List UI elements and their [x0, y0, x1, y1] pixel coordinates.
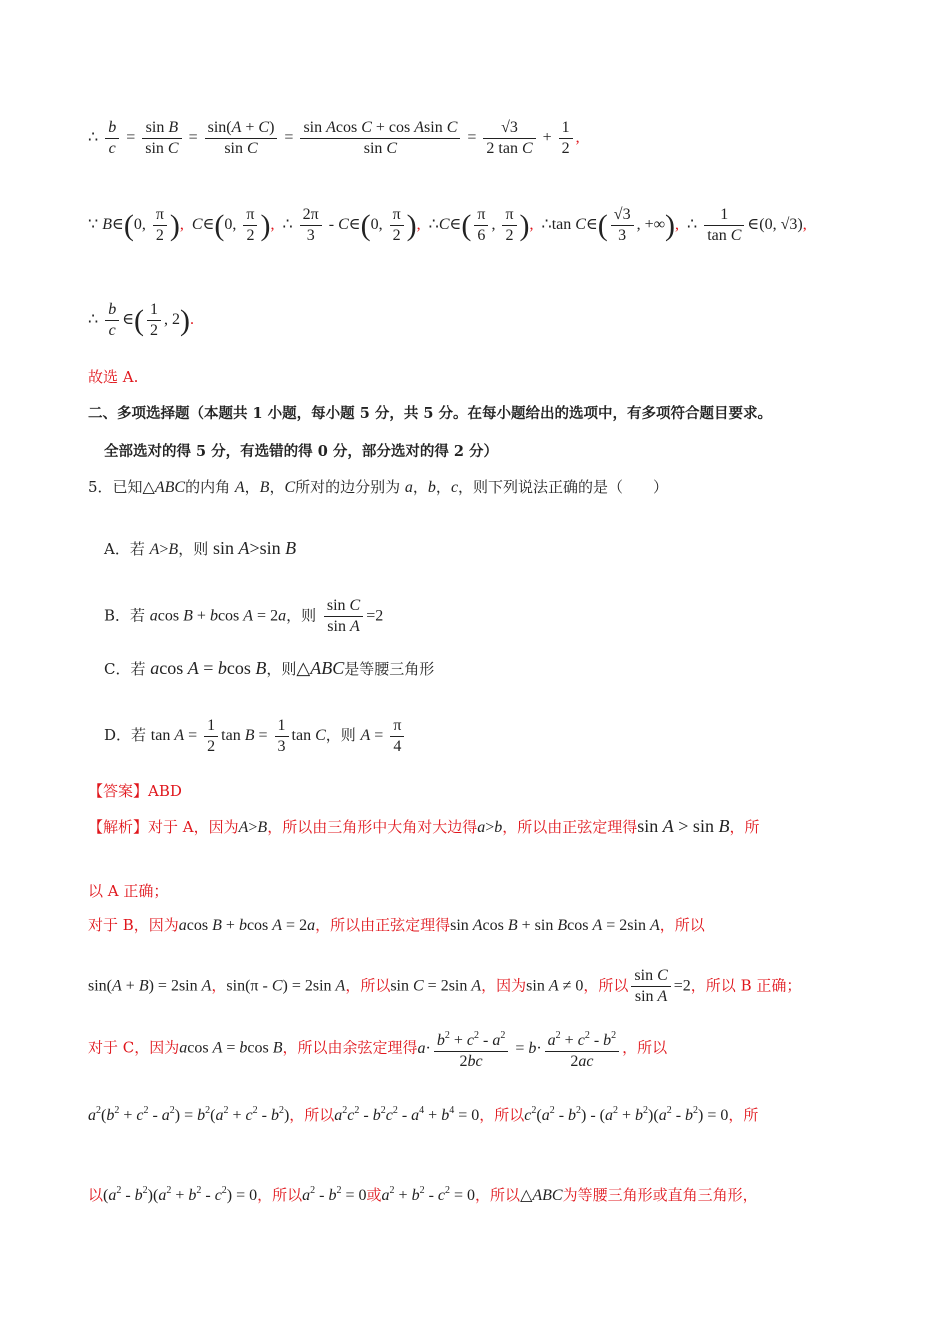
analysis-para-4: 对于 C，因为acos A = bcos B，所以由余弦定理得a· $\frac{b^2 + c^2 - a^2}{2bc}$ = b· $\frac{a^2 + c^2 - b^2}{2ac}$ ，所以 — [88, 1026, 667, 1072]
analysis-para-1: 【解析】对于 A，因为A>B，所以由三角形中大角对大边得a>b，所以由正弦定理得sin A > sin B，所 — [88, 816, 760, 836]
answer-label: 【答案】ABD — [88, 782, 182, 800]
analysis-para-6: 以$(a^2 - b^2)(a^2 + b^2 - c^2) = 0$，所以$a^2 - b^2 = 0$或$a^2 + b^2 - c^2 = 0$，所以△ABC为等腰三角形或直角三角形， — [88, 1185, 758, 1204]
analysis-para-2: 对于 B，因为acos B + bcos A = 2a，所以由正弦定理得sin Acos B + sin Bcos A = 2sin A，所以 — [88, 916, 705, 934]
section-heading-cont: 全部选对的得 5 分，有选错的得 0 分，部分选对的得 2 分） — [104, 443, 499, 460]
equation-line-3: ∴ $\frac{b}{c}$ ∈( $\frac{1}{2}$ , 2). — [88, 301, 195, 339]
analysis-para-3: sin(A + B) = 2sin A，sin(π - C) = 2sin A，所以sin C = 2sin A，因为sin A ≠ 0，所以 $\frac{\text{sin C}}{\text{sin A}}$ =2，所以 B 正确； — [88, 967, 802, 1005]
equation-line-2: ∵ B∈(0, $\frac{\pi}{2}$ ), C∈(0, $\frac{\pi}{2}$ ), ∴ $\frac{2\pi}{3}$ - C∈(0, $\frac{\pi}{2}$ ), ∴C∈( $\frac{\pi}{6}$ , $\frac{\pi}{2}$ ), ∴tan C∈( $\frac{√3}{3}$ , +∞), ∴ $\frac{1}{\text{tan C}}$ ∈(0, √3), — [88, 206, 807, 244]
option-a: A．若 A>B，则 sin A>sin B — [104, 538, 297, 558]
analysis-para-1b: 以 A 正确； — [88, 882, 169, 900]
option-c: C．若 acos A = bcos B，则△ABC是等腰三角形 — [104, 658, 435, 678]
section-heading: 二、多项选择题（本题共 1 小题，每小题 5 分，共 5 分。在每小题给出的选项中，有多项符合题目要求。 — [88, 405, 773, 422]
equation-line-1: ∴ $\frac{b}{c}$ = $\frac{\text{sin B}}{\text{sin C}}$ = $\frac{\sin(A + C)}{\text{sin C}}$ = $\frac{\text{sin Acos C + cos Asin C}}{\text{sin C}}$ = $\frac{√3}{\text{2 tan C}}$ + $\frac{1}{2}$ , — [88, 119, 580, 157]
conclusion-text: 故选 A. — [88, 368, 139, 386]
option-b: B．若 acos B + bcos A = 2a，则 $\frac{\text{sin C}}{\text{sin A}}$ =2 — [104, 597, 384, 635]
question-stem: 5．已知△ABC的内角 A，B，C所对的边分别为 a，b，c，则下列说法正确的是（ ） — [88, 478, 669, 496]
option-d: D．若 tan A = $\frac{1}{2}$ tan B = $\frac{1}{3}$ tan C，则 A = $\frac{\pi}{4}$ — [104, 716, 407, 757]
analysis-para-5: $a^2(b^2 + c^2 - a^2) = b^2(a^2 + c^2 - b^2)$，所以$a^2c^2 - b^2c^2 - a^4 + b^4 = 0$，所以$c^2(a^2 - b^2) - (a^2 + b^2)(a^2 - b^2) = 0$，所 — [88, 1105, 759, 1124]
